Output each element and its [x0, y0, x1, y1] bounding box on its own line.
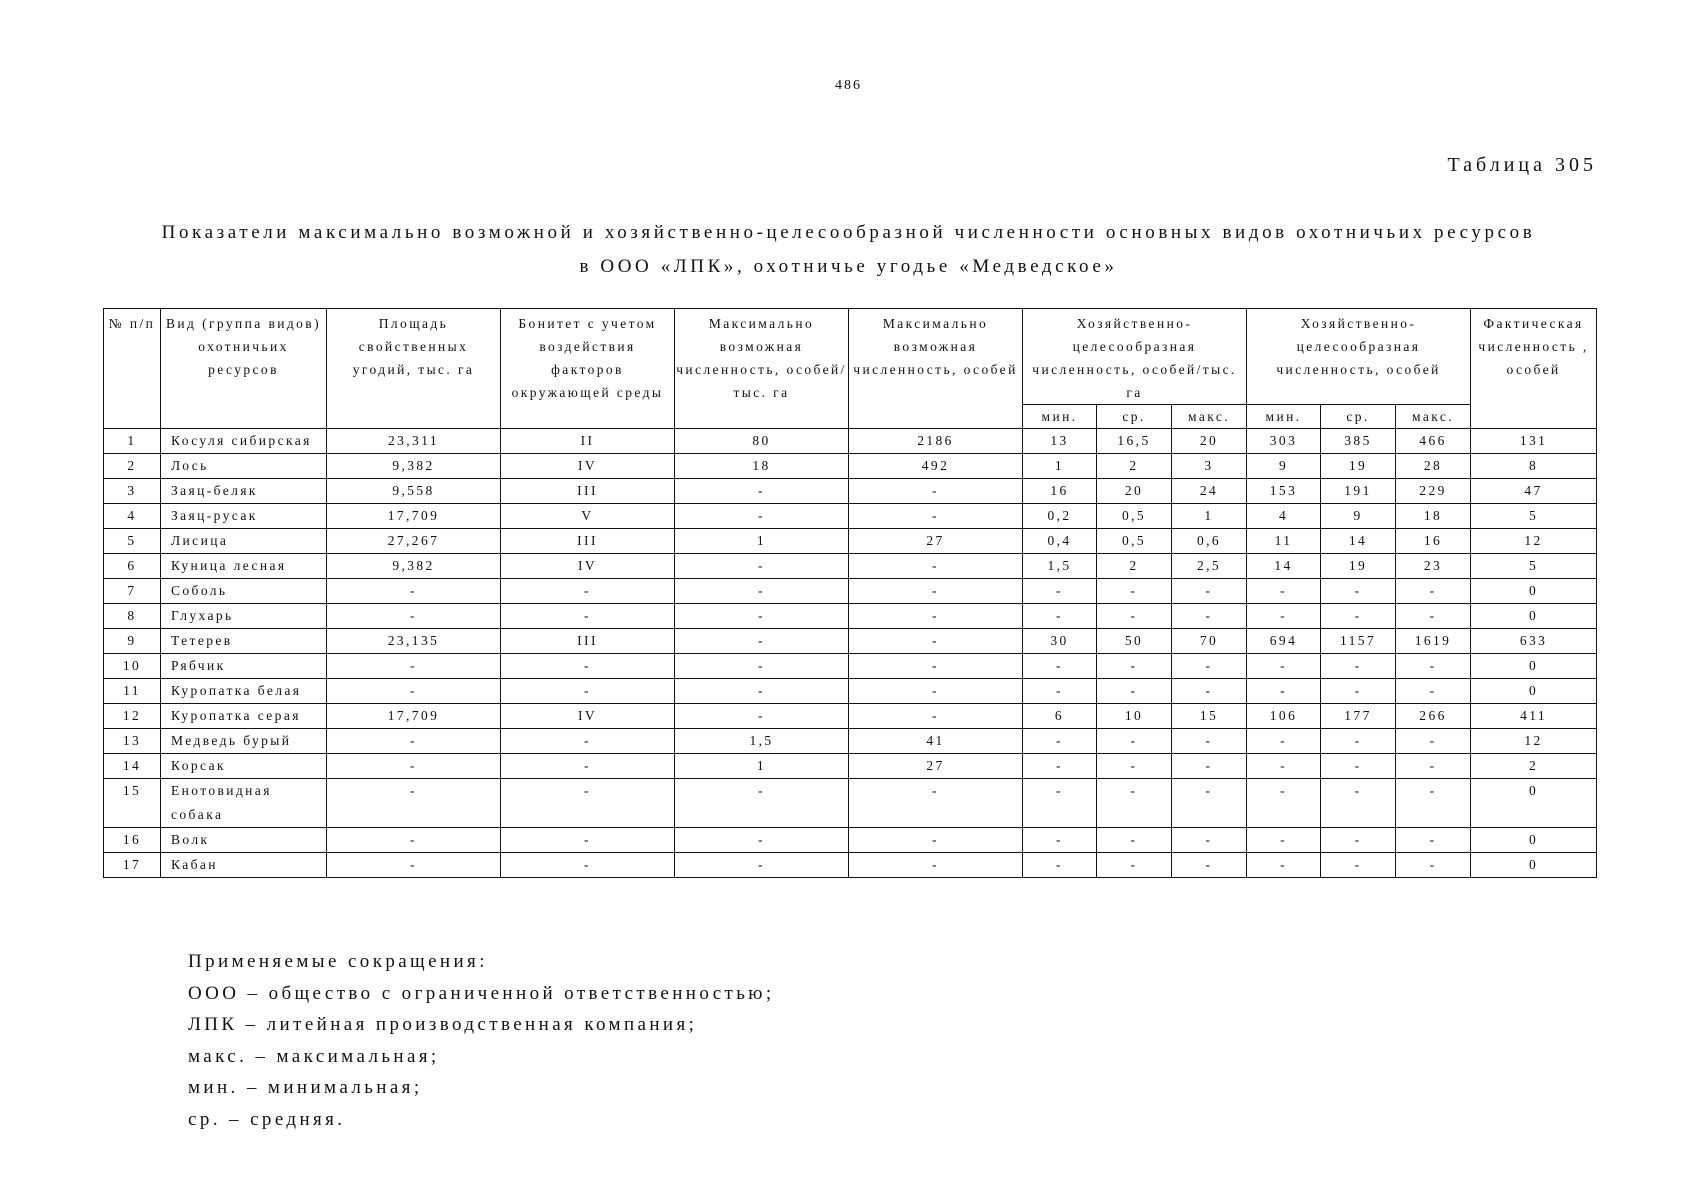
cell-density-max: 2,5 [1172, 554, 1247, 579]
cell-count-avg: - [1321, 754, 1396, 779]
cell-bonitet: - [501, 729, 675, 754]
cell-max-density: - [675, 629, 849, 654]
cell-max-density: 1,5 [675, 729, 849, 754]
cell-area: - [327, 579, 501, 604]
cell-max-density: - [675, 479, 849, 504]
cell-density-max: 15 [1172, 704, 1247, 729]
cell-max-density: - [675, 704, 849, 729]
cell-density-min: - [1023, 754, 1097, 779]
cell-bonitet: IV [501, 554, 675, 579]
cell-count-max: - [1396, 754, 1471, 779]
cell-species: Заяц-русак [161, 504, 327, 529]
cell-density-avg: - [1097, 853, 1172, 878]
cell-max-count: - [849, 579, 1023, 604]
cell-max-density: - [675, 604, 849, 629]
cell-density-min: 1,5 [1023, 554, 1097, 579]
cell-max-count: 492 [849, 454, 1023, 479]
cell-bonitet: V [501, 504, 675, 529]
cell-species: Волк [161, 828, 327, 853]
cell-density-avg: - [1097, 654, 1172, 679]
cell-count-min: 14 [1247, 554, 1321, 579]
table-row [104, 704, 1597, 729]
cell-max-count: - [849, 554, 1023, 579]
cell-density-max: - [1172, 779, 1247, 828]
cell-actual: 0 [1471, 604, 1597, 629]
cell-count-avg: - [1321, 679, 1396, 704]
cell-area: 17,709 [327, 704, 501, 729]
cell-density-min: - [1023, 679, 1097, 704]
cell-density-min: 0,2 [1023, 504, 1097, 529]
cell-count-avg: - [1321, 779, 1396, 828]
cell-density-avg: 0,5 [1097, 529, 1172, 554]
cell-density-min: - [1023, 828, 1097, 853]
cell-density-max: - [1172, 679, 1247, 704]
cell-species: Енотовидная собака [161, 779, 327, 828]
cell-density-avg: 0,5 [1097, 504, 1172, 529]
data-table [103, 308, 1597, 878]
header-target-count: Хозяйственно-целесообразная численность, особей [1247, 309, 1471, 405]
cell-species: Лисица [161, 529, 327, 554]
abbreviations [188, 946, 775, 1135]
cell-density-min: - [1023, 604, 1097, 629]
cell-count-avg: - [1321, 729, 1396, 754]
cell-actual: 8 [1471, 454, 1597, 479]
cell-count-avg: 19 [1321, 554, 1396, 579]
cell-num: 11 [104, 679, 161, 704]
cell-area: 9,382 [327, 554, 501, 579]
cell-count-min: 153 [1247, 479, 1321, 504]
cell-actual: 0 [1471, 779, 1597, 828]
cell-max-count: - [849, 853, 1023, 878]
abbreviation-item: макс. – максимальная; [188, 1045, 440, 1067]
cell-count-min: 11 [1247, 529, 1321, 554]
table-row [104, 654, 1597, 679]
cell-max-count: 27 [849, 754, 1023, 779]
cell-count-min: - [1247, 754, 1321, 779]
header-actual: Фактическая численность , особей [1471, 309, 1597, 429]
cell-count-max: - [1396, 828, 1471, 853]
header-max-count: Максимально возможная численность, особей [849, 309, 1023, 429]
cell-actual: 12 [1471, 529, 1597, 554]
cell-density-max: - [1172, 604, 1247, 629]
cell-bonitet: II [501, 429, 675, 454]
cell-species: Куница лесная [161, 554, 327, 579]
cell-max-density: 18 [675, 454, 849, 479]
cell-density-avg: - [1097, 679, 1172, 704]
cell-count-max: - [1396, 654, 1471, 679]
table-label: Таблица 305 [1447, 154, 1597, 176]
cell-max-count: - [849, 828, 1023, 853]
table-row [104, 454, 1597, 479]
cell-count-avg: - [1321, 604, 1396, 629]
cell-area: - [327, 604, 501, 629]
cell-actual: 5 [1471, 554, 1597, 579]
table-body [104, 429, 1597, 878]
cell-density-min: - [1023, 729, 1097, 754]
cell-density-max: - [1172, 754, 1247, 779]
cell-area: - [327, 679, 501, 704]
cell-density-avg: 10 [1097, 704, 1172, 729]
cell-area: - [327, 779, 501, 828]
cell-count-avg: 9 [1321, 504, 1396, 529]
table-row [104, 828, 1597, 853]
cell-actual: 0 [1471, 654, 1597, 679]
table-row [104, 729, 1597, 754]
cell-count-max: 266 [1396, 704, 1471, 729]
table-row [104, 429, 1597, 454]
cell-density-max: 70 [1172, 629, 1247, 654]
cell-count-avg: 1157 [1321, 629, 1396, 654]
cell-area: - [327, 828, 501, 853]
cell-count-avg: 14 [1321, 529, 1396, 554]
table-row [104, 754, 1597, 779]
cell-max-count: 2186 [849, 429, 1023, 454]
cell-num: 5 [104, 529, 161, 554]
cell-density-avg: 2 [1097, 554, 1172, 579]
cell-count-min: - [1247, 779, 1321, 828]
cell-max-density: - [675, 554, 849, 579]
cell-actual: 47 [1471, 479, 1597, 504]
cell-max-count: - [849, 679, 1023, 704]
header-max-density: Максимально возможная численность, особей/тыс. га [675, 309, 849, 429]
table-row [104, 629, 1597, 654]
cell-actual: 0 [1471, 828, 1597, 853]
cell-count-avg: 19 [1321, 454, 1396, 479]
cell-density-max: 0,6 [1172, 529, 1247, 554]
cell-bonitet: III [501, 629, 675, 654]
cell-max-count: 41 [849, 729, 1023, 754]
subheader-density-max: макс. [1172, 405, 1247, 429]
cell-bonitet: - [501, 579, 675, 604]
header-row [104, 309, 1597, 405]
subheader-density-min: мин. [1023, 405, 1097, 429]
cell-count-max: 1619 [1396, 629, 1471, 654]
cell-max-density: 1 [675, 529, 849, 554]
cell-count-max: 229 [1396, 479, 1471, 504]
cell-density-avg: 50 [1097, 629, 1172, 654]
cell-num: 13 [104, 729, 161, 754]
table-row [104, 579, 1597, 604]
cell-bonitet: - [501, 828, 675, 853]
cell-density-max: - [1172, 579, 1247, 604]
cell-num: 14 [104, 754, 161, 779]
cell-count-max: 28 [1396, 454, 1471, 479]
cell-actual: 5 [1471, 504, 1597, 529]
abbreviation-item: ЛПК – литейная производственная компания; [188, 1014, 698, 1035]
header-bonitet: Бонитет с учетом воздействия факторов окружающей среды [501, 309, 675, 429]
cell-area: 23,135 [327, 629, 501, 654]
cell-num: 1 [104, 429, 161, 454]
cell-bonitet: III [501, 529, 675, 554]
cell-area: - [327, 729, 501, 754]
cell-count-max: 16 [1396, 529, 1471, 554]
cell-count-avg: - [1321, 579, 1396, 604]
cell-density-min: 1 [1023, 454, 1097, 479]
cell-bonitet: - [501, 853, 675, 878]
cell-count-avg: - [1321, 828, 1396, 853]
cell-bonitet: III [501, 479, 675, 504]
cell-density-max: 1 [1172, 504, 1247, 529]
cell-bonitet: - [501, 754, 675, 779]
cell-actual: 411 [1471, 704, 1597, 729]
page-number: 486 [835, 78, 862, 93]
cell-density-min: 13 [1023, 429, 1097, 454]
cell-count-max: - [1396, 779, 1471, 828]
cell-num: 15 [104, 779, 161, 828]
abbreviation-item: ср. – средняя. [188, 1108, 346, 1130]
cell-count-min: 303 [1247, 429, 1321, 454]
cell-species: Рябчик [161, 654, 327, 679]
cell-count-avg: - [1321, 853, 1396, 878]
cell-density-max: 3 [1172, 454, 1247, 479]
cell-count-min: - [1247, 729, 1321, 754]
cell-num: 2 [104, 454, 161, 479]
cell-density-min: - [1023, 579, 1097, 604]
cell-count-min: 106 [1247, 704, 1321, 729]
cell-count-min: 4 [1247, 504, 1321, 529]
cell-density-max: 24 [1172, 479, 1247, 504]
cell-density-avg: - [1097, 579, 1172, 604]
cell-bonitet: - [501, 604, 675, 629]
cell-bonitet: IV [501, 454, 675, 479]
cell-density-min: 6 [1023, 704, 1097, 729]
cell-actual: 0 [1471, 679, 1597, 704]
cell-density-max: - [1172, 853, 1247, 878]
cell-count-min: - [1247, 828, 1321, 853]
table-row [104, 479, 1597, 504]
cell-max-density: - [675, 654, 849, 679]
abbreviation-item: ООО – общество с ограниченной ответственностью; [188, 982, 775, 1004]
cell-bonitet: - [501, 654, 675, 679]
cell-density-max: - [1172, 729, 1247, 754]
table-row [104, 554, 1597, 579]
table-row [104, 679, 1597, 704]
subheader-count-min: мин. [1247, 405, 1321, 429]
cell-num: 10 [104, 654, 161, 679]
header-species: Вид (группа видов) охотничьих ресурсов [161, 309, 327, 429]
cell-num: 16 [104, 828, 161, 853]
cell-count-max: 23 [1396, 554, 1471, 579]
cell-area: - [327, 654, 501, 679]
table-title [100, 216, 1597, 284]
cell-num: 4 [104, 504, 161, 529]
cell-count-avg: 385 [1321, 429, 1396, 454]
cell-density-max: - [1172, 654, 1247, 679]
cell-count-min: 9 [1247, 454, 1321, 479]
cell-num: 7 [104, 579, 161, 604]
cell-area: 23,311 [327, 429, 501, 454]
cell-actual: 2 [1471, 754, 1597, 779]
cell-max-count: - [849, 704, 1023, 729]
table-row [104, 853, 1597, 878]
cell-num: 8 [104, 604, 161, 629]
cell-max-density: - [675, 679, 849, 704]
cell-density-avg: - [1097, 754, 1172, 779]
cell-max-density: 1 [675, 754, 849, 779]
abbreviations-heading: Применяемые сокращения: [188, 951, 488, 972]
cell-density-avg: 2 [1097, 454, 1172, 479]
cell-species: Медведь бурый [161, 729, 327, 754]
cell-density-min: - [1023, 853, 1097, 878]
cell-area: - [327, 754, 501, 779]
cell-count-min: - [1247, 853, 1321, 878]
cell-species: Соболь [161, 579, 327, 604]
cell-max-count: 27 [849, 529, 1023, 554]
cell-max-count: - [849, 654, 1023, 679]
cell-count-max: - [1396, 604, 1471, 629]
cell-species: Заяц-беляк [161, 479, 327, 504]
cell-max-density: - [675, 828, 849, 853]
cell-area: 27,267 [327, 529, 501, 554]
cell-actual: 0 [1471, 579, 1597, 604]
cell-species: Куропатка белая [161, 679, 327, 704]
cell-species: Куропатка серая [161, 704, 327, 729]
cell-density-min: - [1023, 654, 1097, 679]
cell-density-avg: - [1097, 828, 1172, 853]
cell-num: 9 [104, 629, 161, 654]
cell-count-avg: 177 [1321, 704, 1396, 729]
cell-max-count: - [849, 629, 1023, 654]
cell-count-max: 466 [1396, 429, 1471, 454]
cell-density-avg: - [1097, 779, 1172, 828]
cell-count-min: - [1247, 579, 1321, 604]
cell-count-min: - [1247, 679, 1321, 704]
cell-actual: 0 [1471, 853, 1597, 878]
cell-density-min: - [1023, 779, 1097, 828]
cell-max-density: - [675, 853, 849, 878]
cell-max-count: - [849, 504, 1023, 529]
cell-density-avg: 16,5 [1097, 429, 1172, 454]
cell-density-avg: - [1097, 729, 1172, 754]
cell-count-max: - [1396, 579, 1471, 604]
cell-actual: 12 [1471, 729, 1597, 754]
cell-max-density: - [675, 579, 849, 604]
subheader-count-max: макс. [1396, 405, 1471, 429]
cell-bonitet: - [501, 679, 675, 704]
cell-count-min: 694 [1247, 629, 1321, 654]
cell-density-min: 0,4 [1023, 529, 1097, 554]
table-row [104, 504, 1597, 529]
cell-density-avg: - [1097, 604, 1172, 629]
cell-count-avg: 191 [1321, 479, 1396, 504]
cell-actual: 131 [1471, 429, 1597, 454]
cell-count-max: 18 [1396, 504, 1471, 529]
cell-species: Кабан [161, 853, 327, 878]
cell-species: Глухарь [161, 604, 327, 629]
cell-area: - [327, 853, 501, 878]
table-title-line-2: в ООО «ЛПК», охотничье угодье «Медведское» [579, 256, 1118, 277]
cell-max-density: 80 [675, 429, 849, 454]
cell-count-max: - [1396, 853, 1471, 878]
cell-area: 9,558 [327, 479, 501, 504]
cell-num: 12 [104, 704, 161, 729]
abbreviation-item: мин. – минимальная; [188, 1077, 423, 1098]
cell-num: 6 [104, 554, 161, 579]
cell-species: Корсак [161, 754, 327, 779]
cell-species: Тетерев [161, 629, 327, 654]
subheader-count-avg: ср. [1321, 405, 1396, 429]
header-num: № п/п [104, 309, 161, 429]
table-title-line-1: Показатели максимально возможной и хозяйственно-целесообразной численности основных видов охотничьих ресурсов [161, 222, 1536, 243]
cell-species: Лось [161, 454, 327, 479]
cell-actual: 633 [1471, 629, 1597, 654]
cell-bonitet: - [501, 779, 675, 828]
table-row [104, 604, 1597, 629]
cell-count-min: - [1247, 604, 1321, 629]
table-row [104, 779, 1597, 828]
cell-species: Косуля сибирская [161, 429, 327, 454]
cell-num: 17 [104, 853, 161, 878]
cell-max-count: - [849, 779, 1023, 828]
table-row [104, 529, 1597, 554]
cell-count-min: - [1247, 654, 1321, 679]
cell-bonitet: IV [501, 704, 675, 729]
cell-density-min: 30 [1023, 629, 1097, 654]
cell-area: 17,709 [327, 504, 501, 529]
cell-area: 9,382 [327, 454, 501, 479]
cell-density-max: 20 [1172, 429, 1247, 454]
cell-density-min: 16 [1023, 479, 1097, 504]
cell-count-max: - [1396, 679, 1471, 704]
cell-count-max: - [1396, 729, 1471, 754]
cell-num: 3 [104, 479, 161, 504]
cell-max-count: - [849, 604, 1023, 629]
cell-density-max: - [1172, 828, 1247, 853]
cell-max-density: - [675, 779, 849, 828]
cell-density-avg: 20 [1097, 479, 1172, 504]
cell-max-count: - [849, 479, 1023, 504]
header-area: Площадь свойственных угодий, тыс. га [327, 309, 501, 429]
header-target-density: Хозяйственно-целесообразная численность, особей/тыс. га [1023, 309, 1247, 405]
subheader-density-avg: ср. [1097, 405, 1172, 429]
cell-max-density: - [675, 504, 849, 529]
cell-count-avg: - [1321, 654, 1396, 679]
